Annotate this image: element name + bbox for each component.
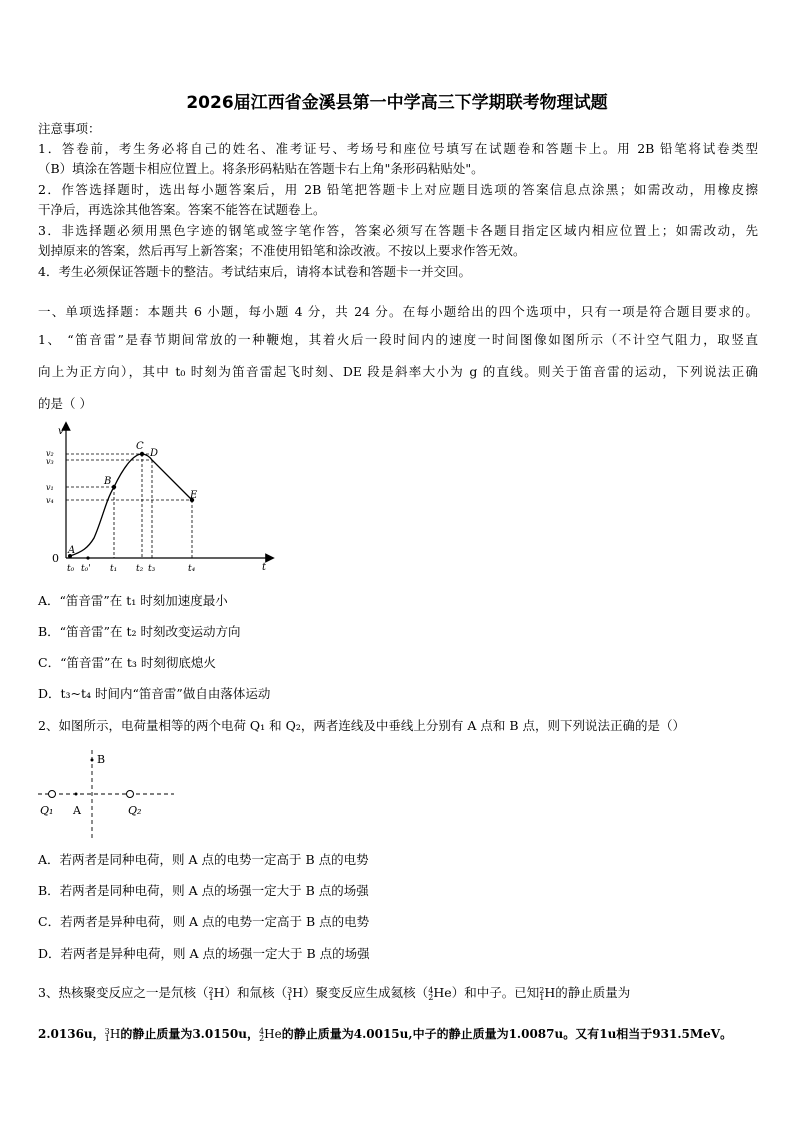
q3-tritium-symbol: $^3_1$H [287, 985, 304, 1002]
q3-stem-line1 [38, 982, 758, 1007]
q1-option-d: D．t₃~t₄ 时间内“笛音雷”做自由落体运动 [38, 686, 271, 701]
q1-t3-label: t₃ [148, 564, 156, 574]
q2-label-b: B [97, 753, 106, 766]
q2-stem: 2、如图所示，电荷量相等的两个电荷 Q₁ 和 Q₂，两者连线及中垂线上分别有 A 点和 B 点，则下列说法正确的是（） [38, 718, 685, 733]
q2-charge-figure [36, 748, 176, 843]
q1-point-c: C [136, 441, 144, 452]
q1-stem-line3: 的是（ ） [38, 396, 92, 411]
notice-item-3b: 划掉原来的答案，然后再写上新答案；不准使用铅笔和涂改液。不按以上要求作答无效。 [38, 243, 526, 258]
notice-heading: 注意事项： [38, 121, 101, 136]
notice-item-2a: 2．作答选择题时，选出每小题答案后，用 2B 铅笔把答题卡上对应题目选项的答案信息点涂黑；如需改动，用橡皮擦 [38, 182, 758, 197]
page-title: 2026届江西省金溪县第一中学高三下学期联考物理试题 [186, 93, 608, 113]
q3-helium-symbol: $^4_2$He [428, 985, 452, 1002]
q1-t0p-label: t₀' [81, 564, 91, 574]
q2-option-a: A．若两者是同种电荷，则 A 点的电势一定高于 B 点的电势 [38, 852, 369, 867]
q3-stem-line2 [38, 1023, 758, 1048]
q1-v2-label: v₂ [46, 449, 54, 458]
q2-option-d: D．若两者是异种电荷，则 A 点的场强一定大于 B 点的场强 [38, 946, 370, 961]
q1-axis-x-label: t [262, 562, 267, 573]
notice-item-4: 4．考生必须保证答题卡的整洁。考试结束后，请将本试卷和答题卡一并交回。 [38, 264, 471, 279]
q1-origin-label: 0 [52, 552, 59, 565]
q1-stem-line2: 向上为正方向），其中 t₀ 时刻为笛音雷起飞时刻、DE 段是斜率大小为 g 的直线。则关于笛音雷的运动，下列说法正确 [38, 364, 758, 379]
q1-axis-y-label: v [58, 426, 64, 437]
q3-deuterium-symbol: $^2_1$H [208, 985, 225, 1002]
q1-v3-label: v₃ [46, 457, 54, 466]
q3-text-1d: ）和中子。已知 [451, 985, 540, 1000]
notice-item-3a: 3．非选择题必须用黑色字迹的钢笔或签字笔作答，答案必须写在答题卡各题目指定区域内相应位置上；如需改动，先 [38, 223, 758, 238]
q1-t0-label: t₀ [67, 564, 75, 574]
notice-item-2b: 干净后，再选涂其他答案。答案不能答在试题卷上。 [38, 202, 326, 217]
q1-option-a: A．“笛音雷”在 t₁ 时刻加速度最小 [38, 593, 228, 608]
q3-text-1a: 3、热核聚变反应之一是氘核（ [38, 985, 209, 1000]
q1-point-b: B [104, 476, 112, 487]
q3-deuterium-symbol-2: $^2_1$H [539, 985, 556, 1002]
q2-label-a: A [73, 804, 81, 817]
q3-helium-symbol-2: $^4_2$He [258, 1027, 282, 1043]
notice-item-1b: （B）填涂在答题卡相应位置上。将条形码粘贴在答题卡右上角"条形码粘贴处"。 [38, 161, 484, 176]
q3-text-2b: 的静止质量为3.0150u， [120, 1027, 259, 1041]
notice-item-1a: 1．答卷前，考生务必将自己的姓名、准考证号、考场号和座位号填写在试题卷和答题卡上。用 2B 铅笔将试卷类型 [38, 141, 758, 156]
q1-v1-label: v₁ [46, 483, 54, 492]
q2-option-b: B．若两者是同种电荷，则 A 点的场强一定大于 B 点的场强 [38, 883, 369, 898]
q2-option-c: C．若两者是异种电荷，则 A 点的电势一定高于 B 点的电势 [38, 914, 370, 929]
q1-vt-graph [40, 420, 275, 578]
q1-t1-label: t₁ [110, 564, 118, 574]
q3-text-1e: 的静止质量为 [555, 985, 631, 1000]
q3-text-2a: 2.0136u， [38, 1027, 105, 1041]
q2-label-q2: Q₂ [128, 804, 142, 817]
q3-text-1c: ）聚变反应生成氦核（ [303, 985, 429, 1000]
q1-option-b: B．“笛音雷”在 t₂ 时刻改变运动方向 [38, 624, 241, 639]
q1-point-e: E [190, 490, 198, 501]
q3-text-2c: 的静止质量为4.0015u,中子的静止质量为1.0087u。又有1u相当于931.5MeV。 [281, 1027, 733, 1041]
q3-text-1b: ）和氚核（ [224, 985, 288, 1000]
section-heading: 一、单项选择题：本题共 6 小题，每小题 4 分，共 24 分。在每小题给出的四个选项中，只有一项是符合题目要求的。 [38, 304, 758, 319]
q1-option-c: C．“笛音雷”在 t₃ 时刻彻底熄火 [38, 655, 216, 670]
q1-velocity-curve [70, 454, 192, 556]
q1-point-a: A [68, 545, 76, 556]
q1-t4-label: t₄ [188, 564, 196, 574]
q3-tritium-symbol-2: $^3_1$H [104, 1027, 121, 1043]
q1-stem-line1: 1、 “笛音雷”是春节期间常放的一种鞭炮，其着火后一段时间内的速度一时间图像如图所示（不计空气阻力，取竖直 [38, 332, 758, 347]
q1-t2-label: t₂ [136, 564, 144, 574]
q1-point-d: D [150, 448, 159, 459]
q2-label-q1: Q₁ [40, 804, 54, 817]
q1-v4-label: v₄ [46, 496, 54, 505]
